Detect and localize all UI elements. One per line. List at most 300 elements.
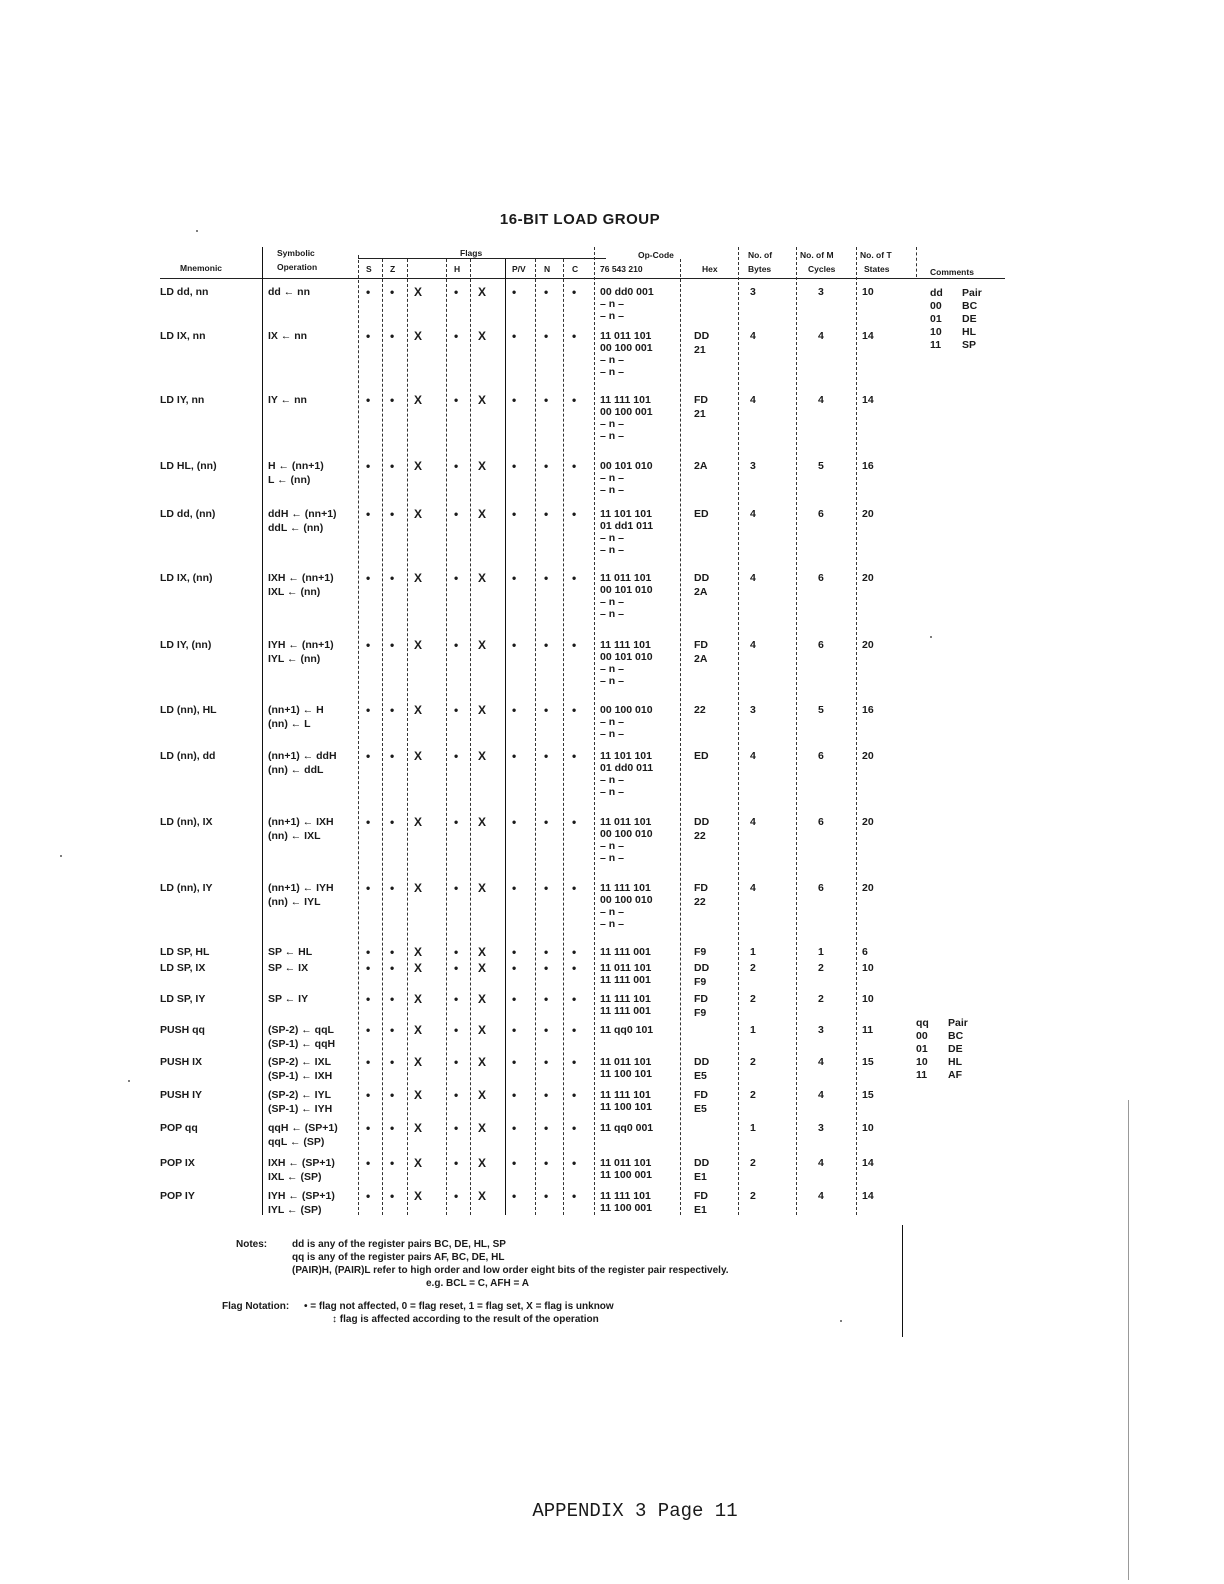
hex-cell: DD: [694, 1157, 710, 1169]
column-divider: [738, 247, 739, 1215]
flag-cell: X: [478, 1023, 487, 1037]
comment-code: 01: [916, 1043, 928, 1055]
opcode-cell: 11 011 101: [600, 1056, 652, 1068]
mnemonic-cell: LD IX, nn: [160, 330, 206, 342]
comment-pair: AF: [948, 1069, 962, 1081]
m-cycles-cell: 2: [818, 962, 824, 974]
column-divider: [382, 259, 383, 1215]
t-states-cell: 6: [862, 946, 868, 958]
mnemonic-cell: LD SP, IY: [160, 993, 206, 1005]
operation-cell: (nn) ← ddL: [268, 764, 324, 776]
flag-cell: •: [512, 638, 517, 652]
flag-cell: •: [572, 945, 577, 959]
flag-cell: •: [390, 507, 395, 521]
opcode-cell: – n –: [600, 852, 624, 864]
comment-line: [916, 1017, 968, 1030]
flag-cell: •: [454, 961, 459, 975]
header-hex: Hex: [702, 264, 718, 274]
opcode-cell: 11 111 101: [600, 1089, 651, 1101]
opcode-cell: – n –: [600, 430, 624, 442]
mnemonic-cell: LD dd, (nn): [160, 508, 216, 520]
header-comments: Comments: [930, 267, 974, 277]
column-divider: [505, 259, 506, 1215]
header-operation: Operation: [277, 262, 318, 272]
scan-speck: [840, 1320, 842, 1322]
flag-cell: X: [414, 749, 423, 763]
flag-cell: •: [390, 1189, 395, 1203]
bytes-cell: 4: [750, 750, 756, 762]
flag-cell: •: [390, 992, 395, 1006]
flag-cell: •: [454, 1088, 459, 1102]
flag-cell: X: [414, 815, 423, 829]
flag-cell: X: [478, 638, 487, 652]
bytes-cell: 2: [750, 1089, 756, 1101]
flag-cell: X: [414, 393, 423, 407]
opcode-cell: 00 101 010: [600, 584, 653, 596]
flag-cell: •: [366, 992, 371, 1006]
flag-cell: •: [454, 703, 459, 717]
opcode-cell: – n –: [600, 366, 624, 378]
flag-cell: •: [366, 1121, 371, 1135]
m-cycles-cell: 6: [818, 639, 824, 651]
operation-cell: IYL ← (SP): [268, 1204, 322, 1216]
opcode-cell: – n –: [600, 354, 624, 366]
opcode-cell: 11 011 101: [600, 1157, 652, 1169]
opcode-cell: – n –: [600, 472, 624, 484]
comment-code: qq: [916, 1017, 929, 1029]
bytes-cell: 4: [750, 816, 756, 828]
m-cycles-cell: 5: [818, 704, 824, 716]
m-cycles-cell: 5: [818, 460, 824, 472]
bytes-cell: 4: [750, 394, 756, 406]
operation-cell: SP ← HL: [268, 946, 313, 958]
comment-line: [916, 1056, 968, 1069]
operation-cell: (SP-1) ← IXH: [268, 1070, 333, 1082]
flag-cell: X: [478, 703, 487, 717]
flag-cell: X: [478, 1156, 487, 1170]
mnemonic-cell: LD SP, IX: [160, 962, 206, 974]
flag-cell: X: [478, 329, 487, 343]
operation-cell: (nn) ← IXL: [268, 830, 321, 842]
flag-cell: •: [390, 1055, 395, 1069]
hex-cell: DD: [694, 816, 710, 828]
notes-label: Notes:: [236, 1239, 268, 1250]
opcode-cell: – n –: [600, 298, 624, 310]
flag-cell: •: [512, 1156, 517, 1170]
opcode-cell: – n –: [600, 532, 624, 544]
mnemonic-cell: LD IY, (nn): [160, 639, 212, 651]
opcode-cell: 00 101 010: [600, 460, 653, 472]
flag-cell: •: [512, 961, 517, 975]
operation-cell: SP ← IY: [268, 993, 309, 1005]
flag-column-header: P/V: [512, 264, 526, 274]
comment-code: 10: [916, 1056, 928, 1068]
flag-cell: •: [366, 815, 371, 829]
opcode-cell: – n –: [600, 716, 624, 728]
hex-cell: 21: [694, 408, 706, 420]
column-divider: [262, 247, 263, 1215]
flag-cell: •: [544, 1088, 549, 1102]
flag-cell: X: [478, 393, 487, 407]
instruction-table: [160, 245, 1010, 1225]
flag-cell: •: [366, 393, 371, 407]
column-divider: [446, 259, 447, 1215]
flag-column-header: S: [366, 264, 372, 274]
t-states-cell: 20: [862, 639, 874, 651]
flag-cell: •: [512, 992, 517, 1006]
opcode-cell: 11 111 101: [600, 639, 651, 651]
flag-cell: •: [512, 459, 517, 473]
t-states-cell: 15: [862, 1089, 874, 1101]
flag-cell: •: [544, 393, 549, 407]
flag-cell: •: [544, 459, 549, 473]
header-mcycles-2: Cycles: [808, 264, 836, 274]
comment-code: 00: [916, 1030, 928, 1042]
hex-cell: FD: [694, 1190, 708, 1202]
flag-column-header: N: [544, 264, 551, 274]
t-states-cell: 14: [862, 330, 874, 342]
flag-cell: •: [572, 1023, 577, 1037]
opcode-cell: – n –: [600, 675, 624, 687]
t-states-cell: 11: [862, 1024, 874, 1036]
hex-cell: 2A: [694, 653, 708, 665]
header-mnemonic: Mnemonic: [180, 263, 223, 273]
operation-cell: qqL ← (SP): [268, 1136, 325, 1148]
m-cycles-cell: 3: [818, 1024, 824, 1036]
m-cycles-cell: 4: [818, 1056, 824, 1068]
flag-cell: X: [414, 1121, 423, 1135]
flag-cell: •: [366, 1023, 371, 1037]
flag-cell: •: [454, 881, 459, 895]
flag-cell: •: [390, 459, 395, 473]
flag-cell: •: [544, 507, 549, 521]
m-cycles-cell: 6: [818, 882, 824, 894]
m-cycles-cell: 4: [818, 330, 824, 342]
comment-line: [916, 1030, 968, 1043]
flag-cell: X: [414, 329, 423, 343]
flag-cell: •: [454, 638, 459, 652]
comment-pair: Pair: [948, 1017, 968, 1029]
flag-cell: •: [390, 329, 395, 343]
flag-cell: X: [414, 1088, 423, 1102]
mnemonic-cell: LD (nn), HL: [160, 704, 217, 716]
opcode-cell: – n –: [600, 608, 624, 620]
m-cycles-cell: 4: [818, 394, 824, 406]
opcode-cell: 00 dd0 001: [600, 286, 654, 298]
hex-cell: E5: [694, 1070, 707, 1082]
opcode-cell: 11 011 101: [600, 962, 652, 974]
opcode-cell: – n –: [600, 728, 624, 740]
opcode-cell: 11 011 101: [600, 816, 652, 828]
operation-cell: IXH ← (nn+1): [268, 572, 334, 584]
mnemonic-cell: LD SP, HL: [160, 946, 210, 958]
mnemonic-cell: LD (nn), IY: [160, 882, 213, 894]
m-cycles-cell: 4: [818, 1089, 824, 1101]
comment-pair: HL: [962, 326, 976, 338]
t-states-cell: 14: [862, 394, 874, 406]
operation-cell: H ← (nn+1): [268, 460, 324, 472]
mnemonic-cell: PUSH IY: [160, 1089, 203, 1101]
bytes-cell: 3: [750, 460, 756, 472]
comment-code: 00: [930, 300, 942, 312]
flag-cell: •: [454, 815, 459, 829]
hex-cell: DD: [694, 962, 710, 974]
bytes-cell: 2: [750, 962, 756, 974]
m-cycles-cell: 6: [818, 572, 824, 584]
comment-code: 11: [930, 339, 942, 351]
flag-cell: •: [544, 571, 549, 585]
flag-cell: •: [390, 638, 395, 652]
flag-cell: •: [366, 638, 371, 652]
operation-cell: IYL ← (nn): [268, 653, 321, 665]
flag-cell: •: [454, 329, 459, 343]
flag-cell: •: [454, 1156, 459, 1170]
comment-pair: DE: [948, 1043, 963, 1055]
comment-line: [930, 339, 982, 352]
scan-speck: [196, 230, 198, 232]
flag-cell: •: [390, 571, 395, 585]
header-bytes-2: Bytes: [748, 264, 772, 274]
flag-cell: •: [390, 1156, 395, 1170]
t-states-cell: 14: [862, 1157, 874, 1169]
opcode-cell: – n –: [600, 310, 624, 322]
flag-cell: •: [454, 393, 459, 407]
opcode-cell: 11 111 101: [600, 394, 651, 406]
opcode-cell: 00 101 010: [600, 651, 653, 663]
comments-dd-table: [930, 287, 982, 352]
flag-cell: •: [454, 1189, 459, 1203]
operation-cell: (SP-2) ← IYL: [268, 1089, 332, 1101]
hex-cell: FD: [694, 394, 708, 406]
opcode-cell: 11 qq0 101: [600, 1024, 654, 1036]
t-states-cell: 10: [862, 286, 874, 298]
flag-cell: •: [366, 703, 371, 717]
opcode-cell: 00 100 010: [600, 704, 653, 716]
flag-cell: •: [390, 961, 395, 975]
hex-cell: 22: [694, 896, 706, 908]
flag-cell: •: [512, 285, 517, 299]
opcode-cell: – n –: [600, 786, 624, 798]
flag-cell: X: [414, 1156, 423, 1170]
bytes-cell: 2: [750, 1056, 756, 1068]
flag-cell: •: [572, 749, 577, 763]
flag-cell: •: [572, 1055, 577, 1069]
flag-cell: •: [390, 1088, 395, 1102]
flag-cell: •: [572, 285, 577, 299]
flag-cell: •: [454, 1055, 459, 1069]
flag-cell: •: [390, 881, 395, 895]
flag-cell: •: [544, 815, 549, 829]
header-flags: Flags: [460, 248, 483, 258]
flag-cell: X: [414, 1023, 423, 1037]
flag-cell: •: [512, 393, 517, 407]
flag-notation-line1: • = flag not affected, 0 = flag reset, 1 = flag set, X = flag is unknow: [304, 1301, 614, 1312]
flag-cell: X: [478, 1189, 487, 1203]
bytes-cell: 4: [750, 572, 756, 584]
flag-cell: •: [454, 992, 459, 1006]
flag-cell: X: [478, 749, 487, 763]
hex-cell: F9: [694, 946, 707, 958]
mnemonic-cell: LD HL, (nn): [160, 460, 217, 472]
opcode-cell: – n –: [600, 418, 624, 430]
opcode-cell: 11 111 101: [600, 882, 651, 894]
opcode-cell: – n –: [600, 663, 624, 675]
operation-cell: (nn+1) ← IYH: [268, 882, 334, 894]
hex-cell: 2A: [694, 460, 708, 472]
flag-cell: X: [414, 881, 423, 895]
comment-pair: SP: [962, 339, 977, 351]
m-cycles-cell: 3: [818, 286, 824, 298]
comment-pair: BC: [948, 1030, 964, 1042]
flag-cell: •: [544, 945, 549, 959]
operation-cell: IXH ← (SP+1): [268, 1157, 335, 1169]
flag-cell: •: [544, 1189, 549, 1203]
operation-cell: (nn) ← L: [268, 718, 311, 730]
t-states-cell: 15: [862, 1056, 874, 1068]
flag-cell: •: [390, 703, 395, 717]
opcode-cell: 00 100 010: [600, 828, 653, 840]
opcode-cell: 11 100 101: [600, 1101, 652, 1113]
t-states-cell: 20: [862, 508, 874, 520]
comment-code: 01: [930, 313, 942, 325]
flag-cell: •: [366, 1055, 371, 1069]
flag-cell: •: [390, 815, 395, 829]
page-title: 16-BIT LOAD GROUP: [499, 211, 661, 228]
opcode-cell: 11 101 101: [600, 750, 652, 762]
flag-cell: •: [390, 945, 395, 959]
header-symbolic: Symbolic: [277, 248, 315, 258]
bytes-cell: 3: [750, 286, 756, 298]
flag-cell: •: [366, 1088, 371, 1102]
flag-cell: •: [544, 992, 549, 1006]
opcode-cell: 00 100 001: [600, 406, 653, 418]
flag-column-header: Z: [390, 264, 396, 274]
flag-cell: •: [366, 945, 371, 959]
column-divider: [796, 247, 797, 1215]
comment-line: [930, 287, 982, 300]
flag-cell: •: [512, 1088, 517, 1102]
operation-cell: ddH ← (nn+1): [268, 508, 337, 520]
flag-cell: •: [572, 815, 577, 829]
m-cycles-cell: 6: [818, 816, 824, 828]
flag-cell: •: [454, 1023, 459, 1037]
comment-line: [916, 1043, 968, 1056]
comment-line: [930, 313, 982, 326]
mnemonic-cell: POP IY: [160, 1190, 195, 1202]
m-cycles-cell: 3: [818, 1122, 824, 1134]
scan-speck: [128, 1080, 130, 1082]
flag-cell: •: [512, 571, 517, 585]
mnemonic-cell: PUSH qq: [160, 1024, 205, 1036]
bytes-cell: 2: [750, 993, 756, 1005]
hex-cell: FD: [694, 993, 708, 1005]
bytes-cell: 2: [750, 1157, 756, 1169]
flag-cell: •: [572, 1121, 577, 1135]
flag-cell: •: [390, 393, 395, 407]
opcode-cell: – n –: [600, 484, 624, 496]
scan-edge-line: [1128, 1100, 1129, 1580]
opcode-cell: 11 111 101: [600, 1190, 651, 1202]
mnemonic-cell: POP IX: [160, 1157, 195, 1169]
comment-line: [930, 300, 982, 313]
flag-cell: •: [454, 507, 459, 521]
t-states-cell: 20: [862, 572, 874, 584]
flag-cell: X: [478, 945, 487, 959]
opcode-cell: 11 011 101: [600, 330, 652, 342]
t-states-cell: 20: [862, 882, 874, 894]
flag-cell: •: [572, 507, 577, 521]
operation-cell: SP ← IX: [268, 962, 309, 974]
flag-cell: X: [414, 285, 423, 299]
m-cycles-cell: 6: [818, 508, 824, 520]
opcode-cell: 01 dd0 011: [600, 762, 654, 774]
flag-cell: X: [414, 638, 423, 652]
hex-cell: DD: [694, 330, 710, 342]
flag-cell: •: [572, 1156, 577, 1170]
t-states-cell: 16: [862, 460, 874, 472]
mnemonic-cell: PUSH IX: [160, 1056, 203, 1068]
flag-cell: X: [478, 992, 487, 1006]
column-divider: [680, 259, 681, 1215]
operation-cell: IXL ← (SP): [268, 1171, 322, 1183]
flag-cell: •: [512, 1121, 517, 1135]
header-tstates: No. of T: [860, 250, 892, 260]
operation-cell: IXL ← (nn): [268, 586, 321, 598]
flag-cell: •: [572, 638, 577, 652]
operation-cell: (SP-2) ← IXL: [268, 1056, 332, 1068]
hex-cell: 22: [694, 830, 706, 842]
hex-cell: FD: [694, 639, 708, 651]
column-divider: [470, 259, 471, 1215]
bytes-cell: 2: [750, 1190, 756, 1202]
bytes-cell: 4: [750, 508, 756, 520]
note-pair: (PAIR)H, (PAIR)L refer to high order and low order eight bits of the register pair respectively.: [292, 1265, 729, 1276]
flag-cell: X: [414, 1189, 423, 1203]
comment-code: dd: [930, 287, 943, 299]
flag-cell: •: [544, 961, 549, 975]
comments-qq-table: [916, 1017, 968, 1082]
hex-cell: ED: [694, 508, 709, 520]
opcode-cell: 11 100 101: [600, 1068, 652, 1080]
flag-cell: •: [572, 992, 577, 1006]
column-divider: [856, 247, 857, 1215]
flag-cell: X: [478, 1121, 487, 1135]
opcode-cell: 11 100 001: [600, 1169, 652, 1181]
flag-cell: •: [572, 459, 577, 473]
flag-column-header: H: [454, 264, 461, 274]
flag-cell: •: [572, 881, 577, 895]
mnemonic-cell: LD IX, (nn): [160, 572, 213, 584]
flag-cell: X: [478, 815, 487, 829]
bytes-cell: 3: [750, 704, 756, 716]
flag-cell: •: [544, 329, 549, 343]
flag-cell: •: [390, 1121, 395, 1135]
opcode-cell: – n –: [600, 774, 624, 786]
operation-cell: IX ← nn: [268, 330, 308, 342]
mnemonic-cell: LD (nn), IX: [160, 816, 213, 828]
bytes-cell: 4: [750, 639, 756, 651]
flag-cell: X: [414, 961, 423, 975]
flag-cell: •: [454, 285, 459, 299]
operation-cell: dd ← nn: [268, 286, 310, 298]
operation-cell: ddL ← (nn): [268, 522, 324, 534]
opcode-cell: – n –: [600, 596, 624, 608]
flag-column-header: C: [572, 264, 579, 274]
flag-cell: •: [512, 815, 517, 829]
page-footer: APPENDIX 3 Page 11: [532, 1500, 738, 1522]
flag-cell: •: [390, 749, 395, 763]
comment-pair: Pair: [962, 287, 982, 299]
